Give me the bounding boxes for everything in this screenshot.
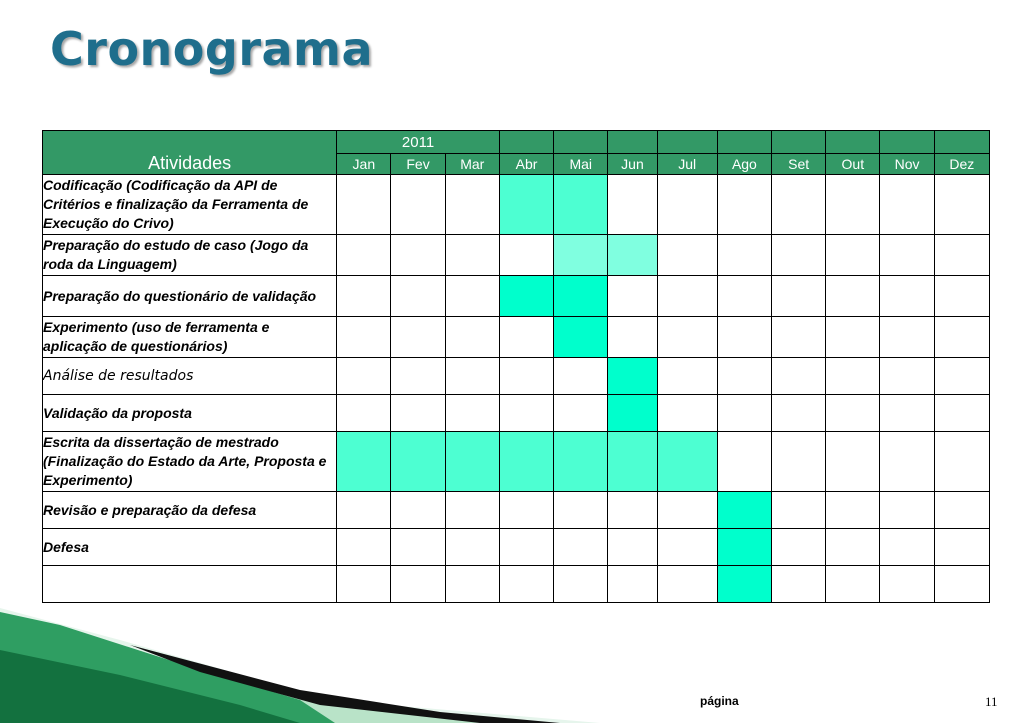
- activity-label: Defesa: [43, 529, 337, 566]
- activity-label: Revisão e preparação da defesa: [43, 492, 337, 529]
- month-header: Nov: [880, 154, 934, 175]
- month-header: Jul: [657, 154, 717, 175]
- month-header: Mai: [554, 154, 608, 175]
- activity-label: Preparação do questionário de validação: [43, 276, 337, 317]
- month-header: Abr: [499, 154, 553, 175]
- month-header: Set: [772, 154, 826, 175]
- activities-header: Atividades: [43, 131, 337, 175]
- month-header: Ago: [717, 154, 771, 175]
- activity-label: Validação da proposta: [43, 395, 337, 432]
- page-title: Cronograma: [50, 22, 374, 76]
- activity-label: Análise de resultados: [43, 358, 337, 395]
- month-header: Mar: [445, 154, 499, 175]
- month-header: Out: [826, 154, 880, 175]
- footer-label: página: [700, 694, 739, 708]
- month-header: Jun: [608, 154, 657, 175]
- month-header: Dez: [934, 154, 989, 175]
- activity-label: Codificação (Codificação da API de Critérios e finalização da Ferramenta de Execução do Crivo): [43, 175, 337, 235]
- activity-label: Escrita da dissertação de mestrado (Finalização do Estado da Arte, Proposta e Experimento): [43, 432, 337, 492]
- year-header: 2011: [337, 131, 500, 154]
- month-header: Fev: [391, 154, 445, 175]
- activity-label: Preparação do estudo de caso (Jogo da roda da Linguagem): [43, 235, 337, 276]
- page-number: 11: [985, 694, 998, 709]
- activity-label: Experimento (uso de ferramenta e aplicação de questionários): [43, 317, 337, 358]
- month-header: Jan: [337, 154, 391, 175]
